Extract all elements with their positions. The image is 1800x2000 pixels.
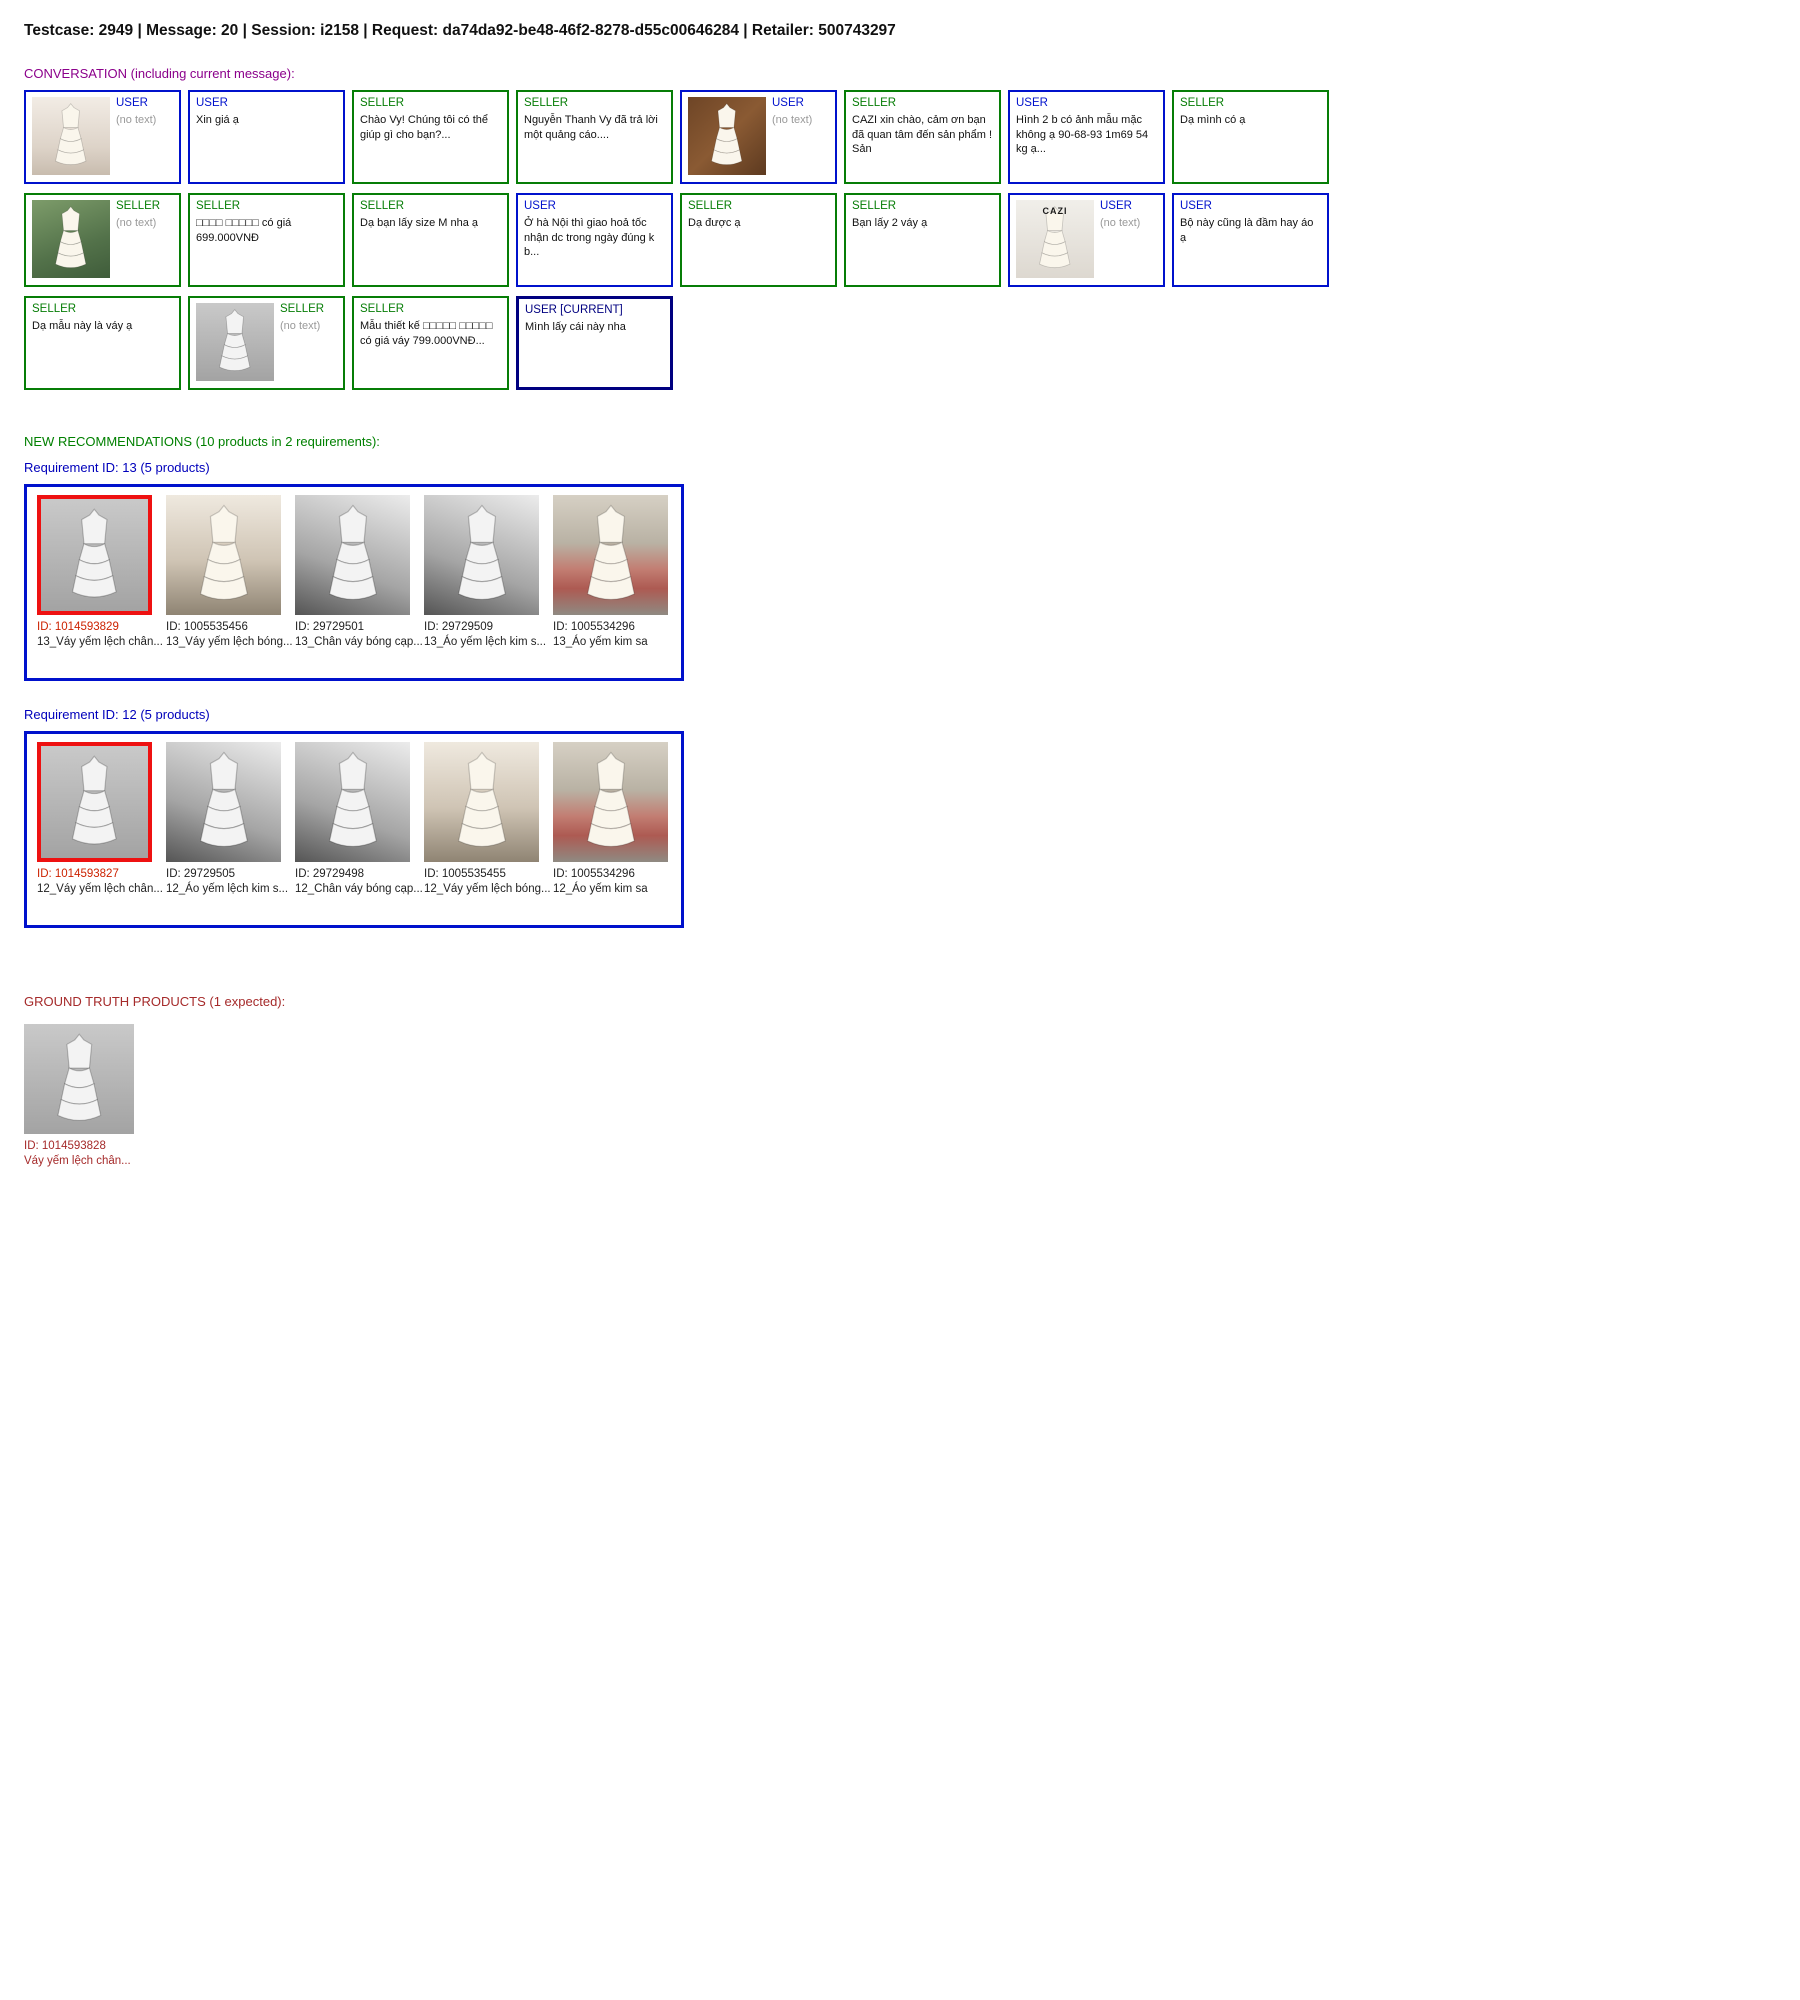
message-card [1172,90,1329,184]
page-title: Testcase: 2949 | Message: 20 | Session: i2158 | Request: da74da92-be48-46f2-8278-d55c00646284 | Retailer: 500743297 [24,22,896,39]
product-id: ID: 1005535455 [424,868,506,880]
message-role-label: SELLER [360,200,405,212]
message-card [1008,193,1165,287]
message-card [680,90,837,184]
product-name: 12_Váy yếm lệch bóng... [424,883,551,895]
message-photo [32,97,110,175]
message-role-label: USER [196,97,228,109]
message-body [280,303,337,383]
product-card [553,495,668,648]
message-text: □□□□ □□□□□ có giá 699.000VNĐ [196,217,292,244]
message-body [852,97,993,177]
message-body [524,97,665,177]
message-card [516,90,673,184]
product-id: ID: 1014593829 [37,621,119,633]
product-image [553,495,668,615]
message-card [24,90,181,184]
product-card [424,742,551,895]
product-image [166,495,281,615]
dress-icon [573,750,649,853]
product-card [166,495,293,648]
dress-icon [43,1032,116,1127]
dress-icon [315,750,391,853]
message-role-label: SELLER [360,97,405,109]
message-text: Dạ bạn lấy size M nha ạ [360,217,479,229]
message-text: Nguyễn Thanh Vy đã trả lời một quảng cáo.... [524,114,658,141]
dress-icon [59,507,130,603]
product-id: ID: 1005534296 [553,621,635,633]
message-text: Chào Vy! Chúng tôi có thể giúp gì cho bạn?... [360,114,489,141]
dress-icon [45,102,96,169]
message-role-label: SELLER [32,303,77,315]
message-body [1100,200,1157,280]
message-card [352,90,509,184]
message-text: Mẫu thiết kế □□□□□ □□□□□ có giá váy 799.000VNĐ... [360,320,493,347]
product-id: ID: 1005534296 [553,868,635,880]
requirement-products-box [24,484,684,681]
product-id: ID: 29729498 [295,868,365,880]
message-text: (no text) [772,114,813,126]
message-card [352,193,509,287]
product-image [553,742,668,862]
message-text: Bạn lấy 2 váy ạ [852,217,928,229]
product-id: ID: 1014593827 [37,868,119,880]
product-image [24,1024,134,1134]
message-role-label: USER [524,200,556,212]
product-name: 13_Áo yếm lệch kim s... [424,636,547,648]
product-card [295,495,423,648]
dress-icon [315,503,391,606]
product-name: 13_Áo yếm kim sa [553,636,648,648]
message-card [188,193,345,287]
message-body [524,200,665,280]
dress-icon [444,750,520,853]
message-role-label: SELLER [852,200,897,212]
message-card [24,193,181,287]
message-body [360,97,501,177]
product-name: 12_Áo yếm lệch kim s... [166,883,289,895]
message-photo [196,303,274,381]
product-name: 12_Áo yếm kim sa [553,883,648,895]
message-card [1172,193,1329,287]
product-image [295,495,410,615]
message-role-label: USER [1016,97,1048,109]
message-text: Ở hà Nội thì giao hoả tốc nhận dc trong ngày đúng k b... [524,217,655,259]
product-image [295,742,410,862]
message-text: (no text) [116,217,157,229]
message-role-label: SELLER [524,97,569,109]
requirement-block [24,707,1776,928]
product-image [424,495,539,615]
product-card [37,742,163,895]
message-card [188,296,345,390]
product-name: 12_Váy yếm lệch chân... [37,883,163,895]
dress-icon [209,308,260,375]
message-body [196,200,337,280]
message-role-label: SELLER [1180,97,1225,109]
product-card [37,495,163,648]
product-image [37,742,152,862]
product-card [295,742,423,895]
message-card [844,193,1001,287]
recommendations-section-title: NEW RECOMMENDATIONS (10 products in 2 requirements): [24,434,380,449]
product-card [553,742,668,895]
message-text: Dạ mình có ạ [1180,114,1246,126]
requirement-block [24,460,1776,681]
message-role-label: USER [116,97,148,109]
message-body [116,97,173,177]
message-card [844,90,1001,184]
product-id: ID: 29729501 [295,621,365,633]
message-card [1008,90,1165,184]
dress-icon [45,205,96,272]
photo-logo-text: CAZI [1042,206,1068,216]
message-role-label: SELLER [852,97,897,109]
message-card [188,90,345,184]
product-id: ID: 1014593828 [24,1140,106,1152]
message-body [1180,200,1321,280]
requirements-container [24,460,1776,928]
ground-truth-products [24,1024,1776,1167]
dress-icon [186,750,262,853]
message-role-label: SELLER [688,200,733,212]
product-image [37,495,152,615]
dress-icon [186,503,262,606]
message-text: (no text) [280,320,321,332]
message-text: (no text) [116,114,157,126]
message-text: Dạ được ạ [688,217,741,229]
product-name: 13_Chân váy bóng cạp... [295,636,423,648]
message-text: Bộ này cũng là đầm hay áo ạ [1180,217,1314,244]
message-text: Xin giá ạ [196,114,239,126]
dress-icon [59,754,130,850]
message-role-label: USER [772,97,804,109]
message-text: Dạ mẫu này là váy ạ [32,320,133,332]
product-card [166,742,289,895]
message-body [525,304,664,382]
requirement-title: Requirement ID: 12 (5 products) [24,707,210,722]
message-body [1180,97,1321,177]
product-name: Váy yếm lệch chân... [24,1155,131,1167]
message-body [360,303,501,383]
message-role-label: SELLER [360,303,405,315]
message-body [360,200,501,280]
product-id: ID: 29729509 [424,621,494,633]
message-body [1016,97,1157,177]
message-photo [1016,200,1094,278]
conversation-grid [24,90,1354,390]
message-text: CAZI xin chào, cảm ơn bạn đã quan tâm đến sản phẩm ! Sản [852,114,993,156]
message-body [772,97,829,177]
message-role-label: SELLER [196,200,241,212]
product-id: ID: 1005535456 [166,621,248,633]
product-card [424,495,547,648]
message-card [516,296,673,390]
product-image [424,742,539,862]
message-role-label: SELLER [116,200,161,212]
message-body [116,200,173,280]
message-text: Hình 2 b có ảnh mẫu mặc không ạ 90-68-93 1m69 54 kg ạ... [1016,114,1149,156]
conversation-section-title: CONVERSATION (including current message): [24,66,295,81]
dress-icon [701,102,752,169]
message-card [352,296,509,390]
product-image [166,742,281,862]
requirement-title: Requirement ID: 13 (5 products) [24,460,210,475]
dress-icon [444,503,520,606]
message-role-label: USER [CURRENT] [525,304,623,316]
message-text: (no text) [1100,217,1141,229]
requirement-products-box [24,731,684,928]
message-body [852,200,993,280]
message-body [196,97,337,177]
message-card [516,193,673,287]
message-photo [32,200,110,278]
message-photo [688,97,766,175]
product-name: 13_Váy yếm lệch bóng... [166,636,293,648]
page [24,22,1776,1167]
product-name: 13_Váy yếm lệch chân... [37,636,163,648]
dress-icon [573,503,649,606]
message-body [32,303,173,383]
product-card [24,1024,139,1167]
message-card [24,296,181,390]
message-role-label: USER [1180,200,1212,212]
message-text: Mình lấy cái này nha [525,321,626,333]
ground-truth-section-title: GROUND TRUTH PRODUCTS (1 expected): [24,994,286,1009]
message-body [688,200,829,280]
message-card [680,193,837,287]
message-role-label: USER [1100,200,1132,212]
product-name: 12_Chân váy bóng cạp... [295,883,423,895]
message-role-label: SELLER [280,303,325,315]
product-id: ID: 29729505 [166,868,236,880]
